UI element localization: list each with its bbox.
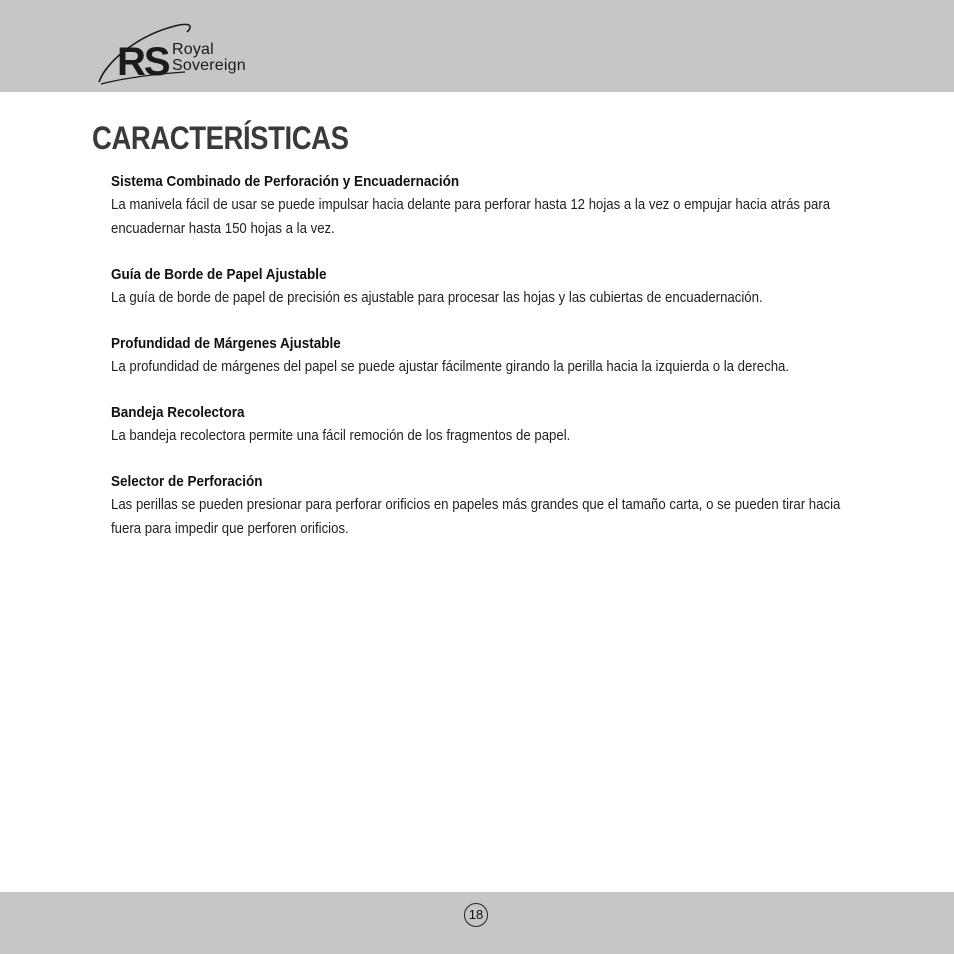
- rs-monogram: RS: [117, 40, 169, 84]
- feature-description: La guía de borde de papel de precisión es ajustable para procesar las hojas y las cubiertas de encuadernación.: [111, 289, 763, 306]
- feature-description: La profundidad de márgenes del papel se puede ajustar fácilmente girando la perilla hacia la izquierda o la derecha.: [111, 358, 790, 375]
- feature-heading: Sistema Combinado de Perforación y Encuadernación: [111, 173, 460, 190]
- feature-heading: Bandeja Recolectora: [111, 404, 245, 421]
- feature-item: [111, 471, 881, 541]
- feature-heading: Profundidad de Márgenes Ajustable: [111, 335, 341, 352]
- feature-heading: Guía de Borde de Papel Ajustable: [111, 266, 327, 283]
- features-list: [111, 171, 881, 564]
- royal-sovereign-logo: [95, 14, 295, 88]
- feature-item: [111, 264, 881, 310]
- brand-name-line2: Sovereign: [172, 57, 246, 74]
- feature-item: [111, 402, 881, 448]
- page-title: CARACTERÍSTICAS: [92, 120, 349, 156]
- brand-name: [172, 42, 246, 74]
- header-band: [0, 0, 954, 92]
- feature-description: La manivela fácil de usar se puede impulsar hacia delante para perforar hasta 12 hojas a la vez o empujar hacia atrás para encuadernar hasta 150 hojas a la vez.: [111, 196, 831, 237]
- feature-item: [111, 171, 881, 241]
- page-number: 18: [464, 903, 488, 927]
- brand-name-line1: Royal: [172, 41, 214, 58]
- feature-description: La bandeja recolectora permite una fácil remoción de los fragmentos de papel.: [111, 427, 571, 444]
- feature-item: [111, 333, 881, 379]
- feature-heading: Selector de Perforación: [111, 473, 263, 490]
- feature-description: Las perillas se pueden presionar para perforar orificios en papeles más grandes que el tamaño carta, o se pueden tirar hacia fuera para impedir que perforen orificios.: [111, 496, 841, 537]
